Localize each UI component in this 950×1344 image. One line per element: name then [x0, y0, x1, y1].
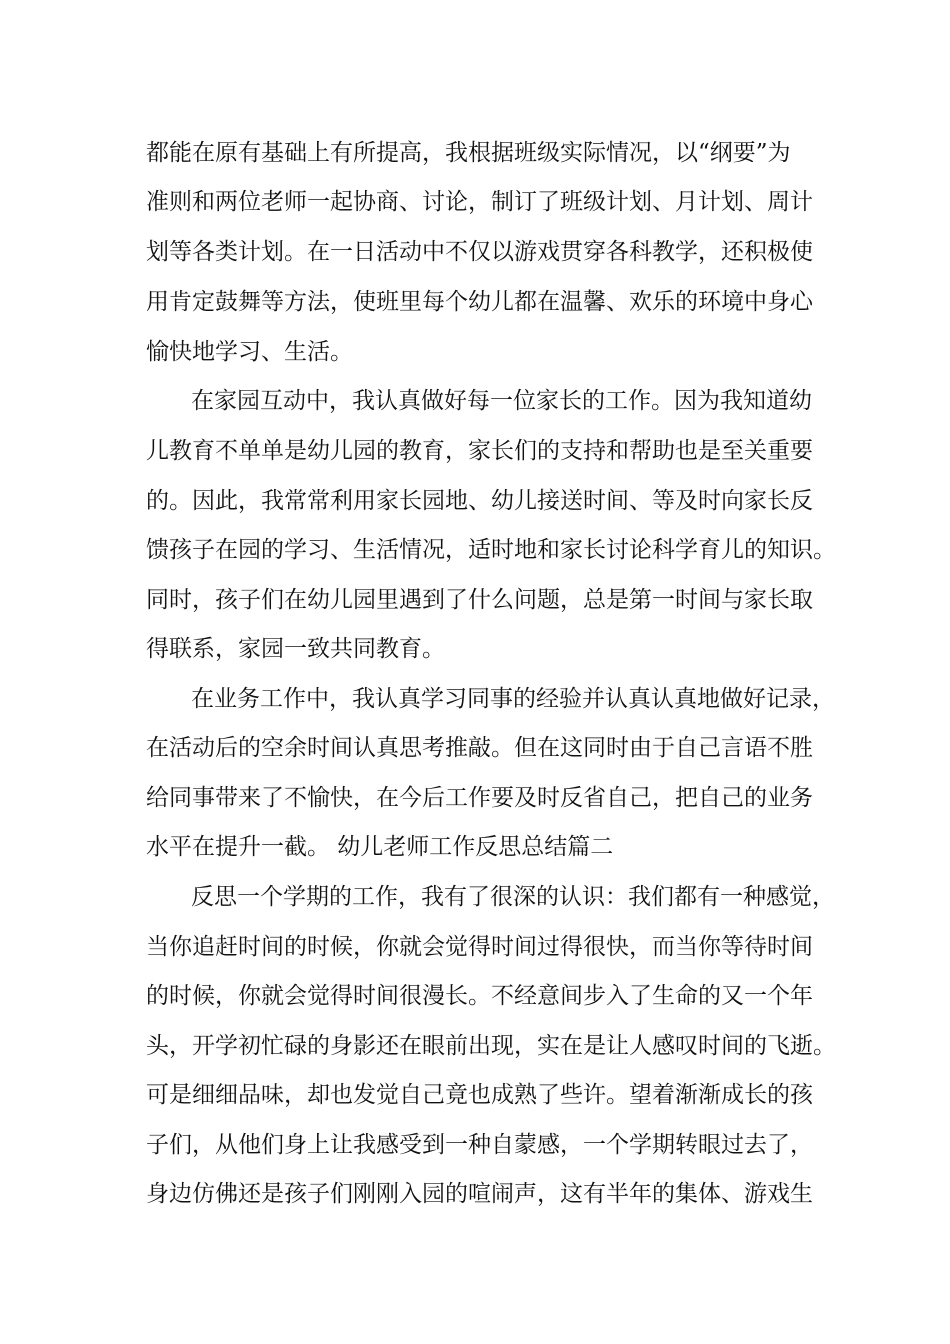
text-line: 可是细细品味，却也发觉自己竟也成熟了些许。望着渐渐成长的孩 [146, 1082, 813, 1108]
text-line: 用肯定鼓舞等方法，使班里每个幼儿都在温馨、欢乐的环境中身心 [146, 289, 813, 315]
text-line: 的。因此，我常常利用家长园地、幼儿接送时间、等及时向家长反 [146, 488, 813, 514]
text-line: 儿教育不单单是幼儿园的教育，家长们的支持和帮助也是至关重要 [146, 438, 813, 464]
text-line: 给同事带来了不愉快，在今后工作要及时反省自己，把自己的业务 [146, 785, 813, 811]
text-line: 同时，孩子们在幼儿园里遇到了什么问题，总是第一时间与家长取 [146, 587, 813, 613]
text-line: 得联系，家园一致共同教育。 [146, 636, 445, 662]
text-line: 准则和两位老师一起协商、讨论，制订了班级计划、月计划、周计 [146, 189, 813, 215]
text-line: 当你追赶时间的时候，你就会觉得时间过得很快，而当你等待时间 [146, 934, 813, 960]
paragraph-start-line: 反思一个学期的工作，我有了很深的认识：我们都有一种感觉， [191, 884, 835, 910]
text-line: 头，开学初忙碌的身影还在眼前出现，实在是让人感叹时间的飞逝。 [146, 1033, 836, 1059]
text-line: 的时候，你就会觉得时间很漫长。不经意间步入了生命的又一个年 [146, 983, 813, 1009]
text-line: 愉快地学习、生活。 [146, 339, 353, 365]
text-line: 水平在提升一截。 幼儿老师工作反思总结篇二 [146, 834, 614, 860]
text-line: 在活动后的空余时间认真思考推敲。但在这同时由于自己言语不胜 [146, 735, 813, 761]
paragraph-start-line: 在业务工作中，我认真学习同事的经验并认真认真地做好记录， [191, 686, 835, 712]
text-line: 子们，从他们身上让我感受到一种自蒙感，一个学期转眼过去了， [146, 1132, 813, 1158]
text-line: 都能在原有基础上有所提高，我根据班级实际情况，以“纲要”为 [146, 140, 791, 166]
text-line: 馈孩子在园的学习、生活情况，适时地和家长讨论科学育儿的知识。 [146, 537, 836, 563]
text-line: 身边仿佛还是孩子们刚刚入园的喧闹声，这有半年的集体、游戏生 [146, 1181, 813, 1207]
text-line: 划等各类计划。在一日活动中不仅以游戏贯穿各科教学，还积极使 [146, 239, 813, 265]
paragraph-start-line: 在家园互动中，我认真做好每一位家长的工作。因为我知道幼 [191, 388, 812, 414]
